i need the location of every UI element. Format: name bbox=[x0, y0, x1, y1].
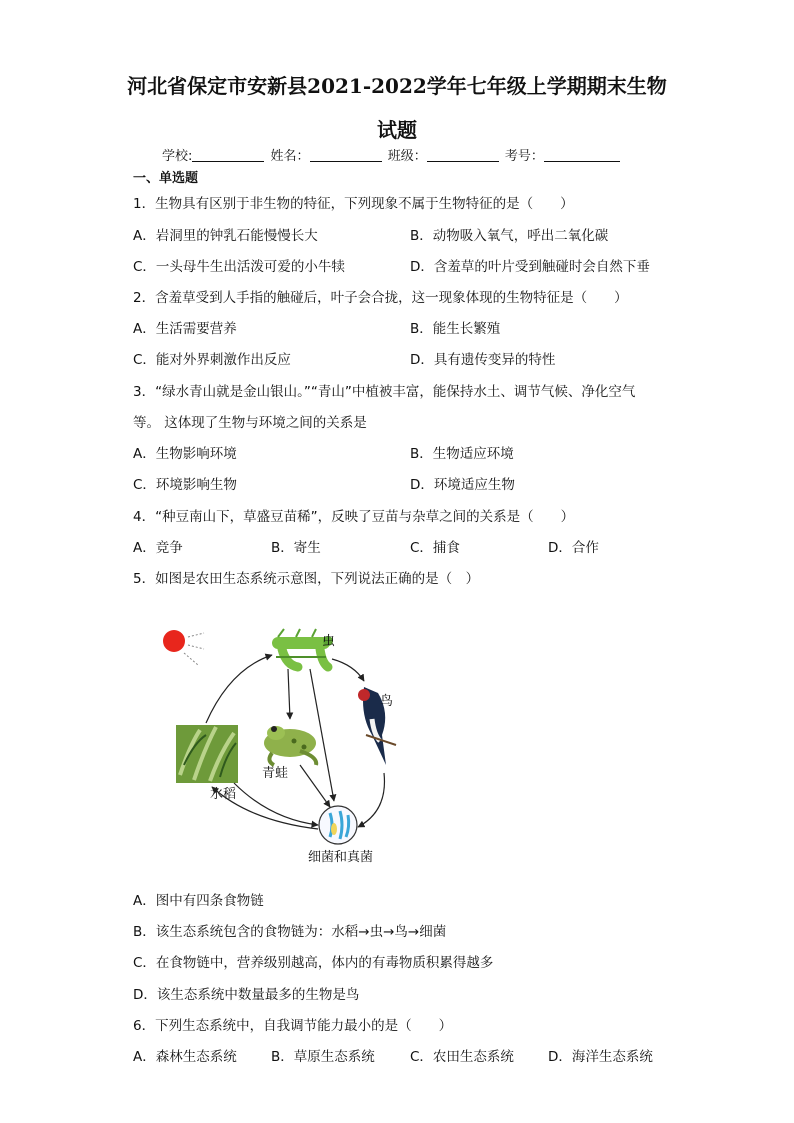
q2-option-c[interactable]: C．能对外界刺激作出反应 bbox=[133, 352, 291, 368]
question-2-stem: 2．含羞草受到人手指的触碰后，叶子会合拢，这一现象体现的生物特征是（ ） bbox=[133, 290, 628, 306]
rice-label: 水稻 bbox=[210, 787, 237, 802]
class-blank[interactable] bbox=[427, 149, 499, 162]
number-blank[interactable] bbox=[544, 149, 620, 162]
q2-option-a[interactable]: A．生活需要营养 bbox=[133, 321, 237, 337]
q3-option-b[interactable]: B．生物适应环境 bbox=[410, 446, 514, 462]
question-6-stem: 6．下列生态系统中，自我调节能力最小的是（ ） bbox=[133, 1018, 453, 1034]
bird-label: 鸟 bbox=[380, 694, 394, 709]
class-label: 班级： bbox=[387, 149, 427, 164]
sun-icon bbox=[163, 630, 204, 665]
insect-label: 虫 bbox=[322, 634, 336, 649]
question-4-stem: 4．“种豆南山下，草盛豆苗稀”，反映了豆苗与杂草之间的关系是（ ） bbox=[133, 509, 575, 525]
q2-option-d[interactable]: D．具有遗传变异的特性 bbox=[410, 352, 556, 368]
q1-option-c[interactable]: C．一头母牛生出活泼可爱的小牛犊 bbox=[133, 259, 345, 275]
q3-option-d[interactable]: D．环境适应生物 bbox=[410, 477, 515, 493]
frog-icon bbox=[264, 726, 316, 765]
q4-option-a[interactable]: A．竞争 bbox=[133, 540, 183, 556]
q4-option-c[interactable]: C．捕食 bbox=[410, 540, 460, 556]
ecosystem-diagram bbox=[150, 615, 420, 870]
doc-title-line2: 试题 bbox=[377, 118, 417, 142]
q4-option-d[interactable]: D．合作 bbox=[548, 540, 599, 556]
number-label: 考号： bbox=[504, 149, 544, 164]
q5-option-b[interactable]: B．该生态系统包含的食物链为：水稻→虫→鸟→细菌 bbox=[133, 924, 447, 940]
name-label: 姓名： bbox=[270, 149, 310, 164]
q1-option-d[interactable]: D．含羞草的叶片受到触碰时会自然下垂 bbox=[410, 259, 650, 275]
question-3-stem-line1: 3．“绿水青山就是金山银山。”“青山”中植被丰富，能保持水土、调节气候、净化空气 bbox=[133, 384, 636, 400]
q4-option-b[interactable]: B．寄生 bbox=[271, 540, 321, 556]
school-blank[interactable] bbox=[192, 149, 264, 162]
microbes-icon bbox=[319, 806, 357, 844]
microbes-label: 细菌和真菌 bbox=[308, 850, 374, 865]
q1-option-b[interactable]: B．动物吸入氧气，呼出二氧化碳 bbox=[410, 228, 609, 244]
frog-label: 青蛙 bbox=[262, 766, 289, 781]
q6-option-b[interactable]: B．草原生态系统 bbox=[271, 1049, 375, 1065]
q2-option-b[interactable]: B．能生长繁殖 bbox=[410, 321, 501, 337]
q6-option-d[interactable]: D．海洋生态系统 bbox=[548, 1049, 653, 1065]
student-info bbox=[162, 145, 622, 164]
question-5-stem: 5．如图是农田生态系统示意图，下列说法正确的是（ ） bbox=[133, 571, 480, 587]
doc-title-line1: 河北省保定市安新县2021-2022学年七年级上学期期末生物 bbox=[127, 74, 667, 98]
name-blank[interactable] bbox=[310, 149, 382, 162]
rice-plant-icon bbox=[176, 725, 238, 783]
q5-option-d[interactable]: D．该生态系统中数量最多的生物是鸟 bbox=[133, 987, 360, 1003]
q6-option-c[interactable]: C．农田生态系统 bbox=[410, 1049, 514, 1065]
q6-option-a[interactable]: A．森林生态系统 bbox=[133, 1049, 237, 1065]
q5-option-c[interactable]: C．在食物链中，营养级别越高，体内的有毒物质积累得越多 bbox=[133, 955, 494, 971]
question-1-stem: 1．生物具有区别于非生物的特征，下列现象不属于生物特征的是（ ） bbox=[133, 196, 574, 212]
section-heading: 一、单选题 bbox=[133, 171, 199, 186]
q1-option-a[interactable]: A．岩洞里的钟乳石能慢慢长大 bbox=[133, 228, 318, 244]
q5-option-a[interactable]: A．图中有四条食物链 bbox=[133, 893, 264, 909]
school-label: 学校: bbox=[162, 149, 193, 164]
question-3-stem-line2: 等。 这体现了生物与环境之间的关系是 bbox=[133, 415, 367, 431]
q3-option-c[interactable]: C．环境影响生物 bbox=[133, 477, 237, 493]
q3-option-a[interactable]: A．生物影响环境 bbox=[133, 446, 237, 462]
